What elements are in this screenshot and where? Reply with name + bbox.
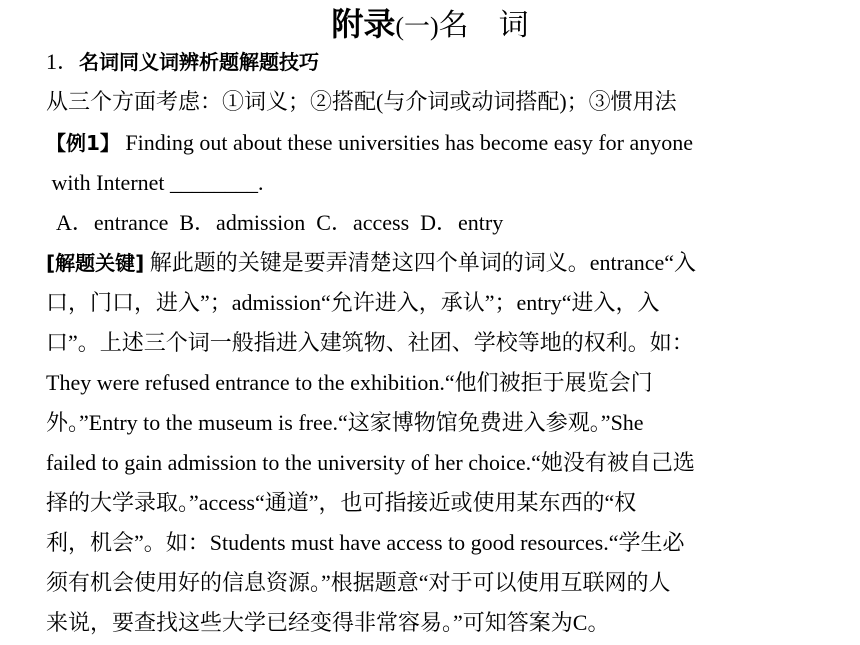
title-paren: (一)	[395, 12, 439, 41]
analysis-line-5: 外。”Entry to the museum is free.“这家博物馆免费进入参观。”She	[46, 410, 644, 435]
analysis-line-3: 口”。上述三个词一般指进入建筑物、社团、学校等地的权利。如：	[46, 330, 694, 355]
heading-text: 名词同义词辨析题解题技巧	[79, 50, 320, 74]
page-title	[0, 6, 860, 45]
example-text-1: Finding out about these universities has become easy for anyone	[119, 130, 694, 155]
example-options: A．entrance B．admission C．access D．entry	[56, 210, 504, 235]
analysis-line-8: 利，机会”。如：Students must have access to good resources.“学生必	[46, 530, 685, 555]
analysis-label: [解题关键]	[46, 251, 145, 275]
analysis-line-9: 须有机会使用好的信息资源。”根据题意“对于可以使用互联网的人	[46, 570, 671, 595]
section-heading	[46, 47, 319, 77]
intro-text: 从三个方面考虑：①词义；②搭配(与介词或动词搭配)；③惯用法	[46, 89, 677, 114]
title-rest: 名 词	[438, 9, 529, 42]
example-label: 【例1】	[46, 131, 120, 155]
analysis-line-1	[46, 248, 696, 278]
analysis-line-6: failed to gain admission to the university of her choice.“她没有被自己选	[46, 450, 695, 475]
example-question-line-2: with Internet ________.	[46, 170, 264, 195]
example-question-line-1	[46, 128, 693, 158]
analysis-line-2: 口，门口，进入”；admission“允许进入，承认”；entry“进入，入	[46, 290, 660, 315]
title-main: 附录	[331, 5, 396, 43]
analysis-text-1: 解此题的关键是要弄清楚这四个单词的词义。entrance“入	[144, 250, 697, 275]
analysis-line-4: They were refused entrance to the exhibition.“他们被拒于展览会门	[46, 370, 653, 395]
analysis-line-7: 择的大学录取。”access“通道”，也可指接近或使用某东西的“权	[46, 490, 637, 515]
analysis-line-10: 来说，要查找这些大学已经变得非常容易。”可知答案为C。	[46, 610, 610, 635]
heading-number: 1．	[46, 49, 80, 74]
